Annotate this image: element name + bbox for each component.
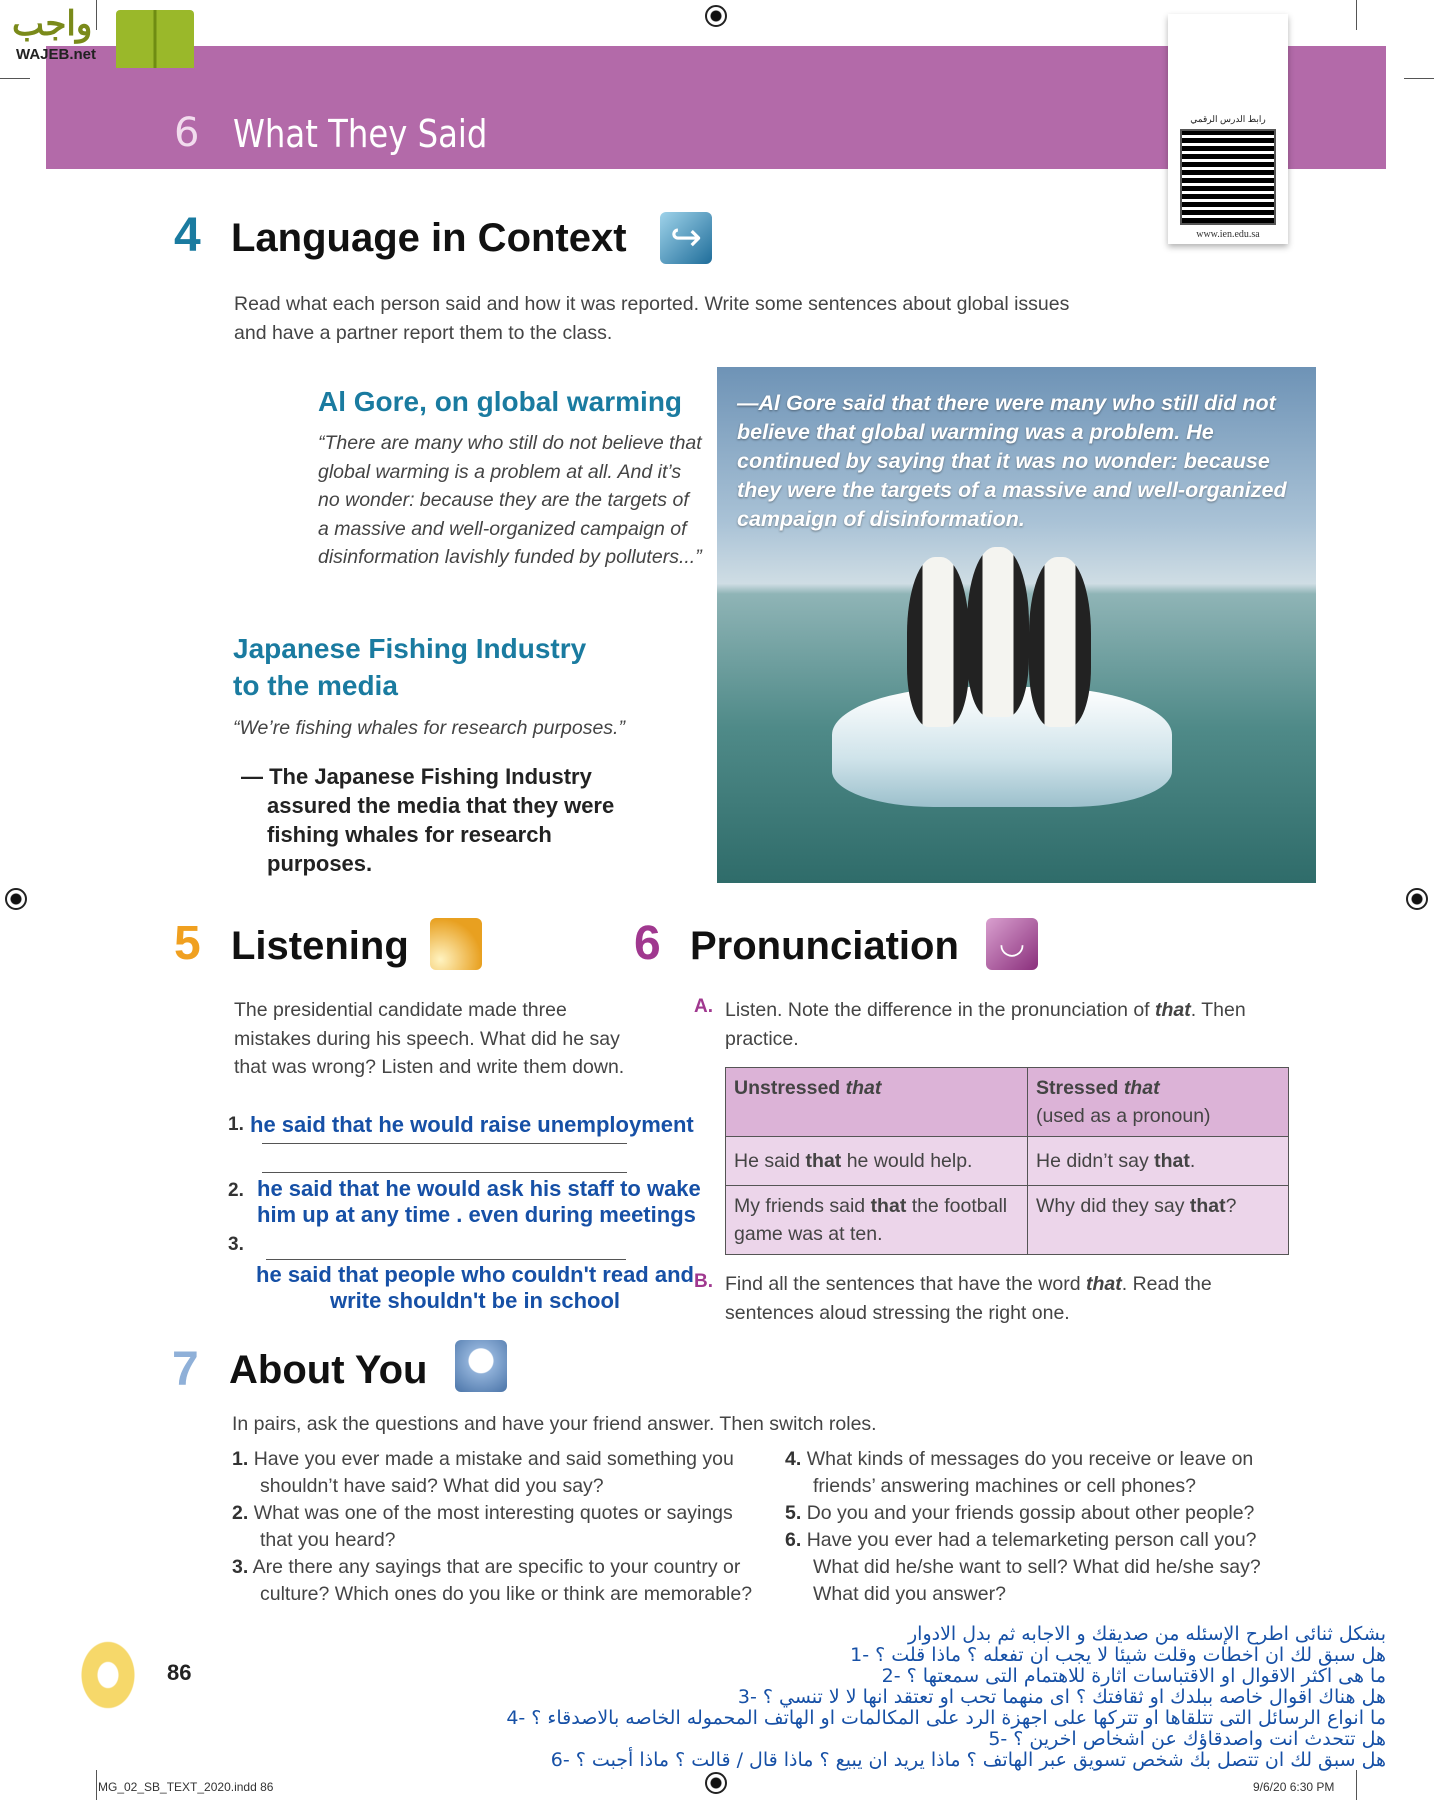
section-7-number: 7 — [172, 1343, 199, 1396]
unit-number: 6 — [174, 110, 200, 156]
question-4 — [785, 1446, 1305, 1500]
registration-mark-icon — [705, 5, 727, 27]
cell-text: the football game was at ten. — [734, 1195, 1008, 1245]
person-icon — [455, 1340, 507, 1392]
page-number: 86 — [167, 1660, 192, 1685]
question-3 — [232, 1554, 762, 1608]
question-number: 1. — [232, 1448, 249, 1470]
question-text: Have you ever had a telemarketing person call you? What did he/she want to sell? What did he/she say? What did you answer? — [806, 1529, 1261, 1605]
cell-text: Why did they say — [1036, 1195, 1190, 1217]
penguin — [967, 547, 1029, 717]
trim-mark — [96, 1770, 97, 1800]
cell-that: that — [870, 1195, 907, 1217]
table-header-row — [726, 1068, 1289, 1137]
part-a-text-2: . Then practice. — [725, 999, 1246, 1050]
japan-report: — The Japanese Fishing Industry assured the media that they were fishing whales for research purposes. — [241, 764, 615, 876]
book-icon — [116, 10, 194, 68]
answer-3-number: 3. — [228, 1234, 244, 1255]
trim-mark — [1404, 78, 1434, 79]
cell-text: My friends said — [734, 1195, 871, 1217]
table-row — [726, 1137, 1289, 1186]
japan-quote: “We’re fishing whales for research purposes.” — [233, 717, 625, 739]
qr-label: رابط الدرس الرقمي — [1190, 114, 1266, 124]
part-b-text-1: Find all the sentences that have the word — [725, 1273, 1086, 1295]
question-number: 2. — [232, 1502, 249, 1524]
section-5-title: Listening — [231, 924, 409, 968]
section-5-number: 5 — [174, 917, 201, 970]
cell-text: ? — [1225, 1195, 1237, 1217]
lips-icon[interactable]: ◡ — [986, 918, 1038, 970]
penguin — [907, 557, 969, 727]
question-6 — [785, 1527, 1305, 1608]
cell-text: he would help. — [841, 1150, 973, 1172]
answer-1-number: 1. — [228, 1114, 244, 1135]
qr-url[interactable]: www.ien.edu.sa — [1196, 229, 1260, 240]
trim-mark — [1356, 1770, 1357, 1800]
part-b-emphasis: that — [1085, 1273, 1122, 1295]
gore-heading: Al Gore, on global warming — [318, 386, 683, 417]
qr-code-icon[interactable] — [1180, 129, 1276, 225]
arabic-line: هل هناك اقوال خاصه ببلدك او ثقافتك ؟ اى منهما تحب او تعتقد انها لا لا تنسي ؟ -3 — [737, 1686, 1386, 1708]
header-text: Stressed — [1036, 1077, 1124, 1099]
table-cell — [1028, 1186, 1289, 1255]
answer-2-number: 2. — [228, 1180, 244, 1201]
listening-text: The presidential candidate made three mistakes during his speech. What did he say that was wrong? Listen and write them down. — [234, 999, 625, 1078]
wajeb-logo[interactable] — [8, 4, 193, 66]
qr-card[interactable] — [1168, 14, 1288, 244]
footer-date: 9/6/20 6:30 PM — [1253, 1780, 1335, 1794]
gore-report: —Al Gore said that there were many who still did not believe that global warming was a problem. He continued by saying that it was no wonder: because they were the targets of a massive and well-organized campaign of disinformation. — [737, 391, 1287, 531]
japan-heading-line1: Japanese Fishing Industry — [233, 633, 587, 664]
questions-left — [232, 1446, 762, 1608]
audio-icon[interactable] — [430, 918, 482, 970]
question-text: Do you and your friends gossip about other people? — [806, 1502, 1255, 1524]
part-a-text-1: Listen. Note the difference in the pronunciation of — [725, 999, 1156, 1021]
gore-quote: “There are many who still do not believe that global warming is a problem at all. And it’s no wonder: because they are the targets of a massive and well-organized campaign of disinformation lavishly funded by polluters...” — [318, 432, 702, 568]
answer-2[interactable]: he said that he would ask his staff to wake him up at any time . even during meetings — [257, 1176, 701, 1227]
arabic-notes — [440, 1624, 1386, 1771]
penguin — [1029, 557, 1091, 727]
question-number: 6. — [785, 1529, 802, 1551]
question-text: What kinds of messages do you receive or leave on friends’ answering machines or cell phones? — [806, 1448, 1254, 1497]
penguins-photo — [717, 367, 1316, 883]
header-stressed — [1028, 1068, 1289, 1137]
question-text: Have you ever made a mistake and said something you shouldn’t have said? What did you say? — [253, 1448, 734, 1497]
question-1 — [232, 1446, 762, 1500]
cell-that: that — [1154, 1150, 1190, 1172]
logo-arabic: واجب — [12, 5, 93, 43]
arabic-line: هل سبق لك ان تتصل بك شخص تسويق عبر الهاتف ؟ ماذا يريد ان يبيع ؟ ماذا قال / قالت ؟ ماذا أجبت ؟ -6 — [550, 1749, 1386, 1771]
table-cell — [1028, 1137, 1289, 1186]
header-that: that — [845, 1077, 882, 1099]
section-4-number: 4 — [174, 209, 201, 262]
answer-line — [262, 1172, 627, 1173]
question-5 — [785, 1500, 1305, 1527]
questions-right — [785, 1446, 1305, 1608]
section-6-number: 6 — [634, 917, 661, 970]
cell-that: that — [805, 1150, 842, 1172]
section-7-intro: In pairs, ask the questions and have your friend answer. Then switch roles. — [232, 1413, 877, 1435]
arabic-line: ما هى اكثر الاقوال او الاقتباسات اثارة للاهتمام التى سمعتها ؟ -2 — [881, 1665, 1386, 1687]
question-text: Are there any sayings that are specific to your country or culture? Which ones do you like or think are memorable? — [252, 1556, 753, 1605]
japan-heading-line2: to the media — [233, 670, 398, 701]
part-a-emphasis: that — [1155, 999, 1191, 1021]
registration-mark-icon — [705, 1772, 727, 1794]
part-a-label: A. — [694, 996, 713, 1017]
question-number: 5. — [785, 1502, 802, 1524]
cell-text: . — [1189, 1150, 1196, 1172]
part-b-text — [725, 1270, 1275, 1327]
answer-1[interactable]: he said that he would raise unemployment — [250, 1112, 694, 1137]
arabic-line: ما انواع الرسائل التى تتلقاها او تتركها على اجهزة الرد على المكالمات او الهاتف المحموله الخاصه بالاصدقاء ؟ -4 — [506, 1707, 1386, 1729]
pronunciation-table — [725, 1067, 1289, 1255]
question-number: 4. — [785, 1448, 802, 1470]
header-that: that — [1123, 1077, 1160, 1099]
header-sub: (used as a pronoun) — [1036, 1105, 1211, 1127]
trim-mark — [1356, 0, 1357, 30]
section-4-title: Language in Context — [231, 216, 627, 260]
question-2 — [232, 1500, 762, 1554]
table-cell — [726, 1137, 1028, 1186]
logo-latin: WAJEB.net — [16, 46, 97, 63]
section-7-title: About You — [229, 1348, 428, 1392]
registration-mark-icon — [5, 888, 27, 910]
part-a-text — [725, 996, 1265, 1053]
answer-line — [262, 1143, 627, 1144]
section-4-intro: Read what each person said and how it was reported. Write some sentences about global issues and have a partner report them to the class. — [234, 293, 1070, 344]
header-unstressed — [726, 1068, 1028, 1137]
table-cell — [726, 1186, 1028, 1255]
answer-3[interactable]: he said that people who couldn't read and write shouldn't be in school — [256, 1262, 694, 1313]
cell-that: that — [1189, 1195, 1226, 1217]
footer-file: MG_02_SB_TEXT_2020.indd 86 — [98, 1780, 274, 1794]
trim-mark — [0, 78, 30, 79]
answer-line — [266, 1259, 626, 1260]
unit-title: What They Said — [233, 112, 488, 156]
arabic-line: هل سبق لك ان اخطات وقلت شيئا لا يجب ان تفعله ؟ ماذا قلت ؟ -1 — [850, 1644, 1386, 1666]
table-row — [726, 1186, 1289, 1255]
registration-mark-icon — [1406, 888, 1428, 910]
section-6-title: Pronunciation — [690, 924, 959, 968]
page-decoration-icon — [80, 1640, 136, 1710]
arrow-icon: ↪ — [660, 212, 712, 264]
arabic-line: بشكل ثنائى اطرح الإسئله من صديقك و الاجابه ثم بدل الادوار — [907, 1623, 1386, 1645]
question-number: 3. — [232, 1556, 249, 1578]
header-text: Unstressed — [734, 1077, 846, 1099]
part-b-label: B. — [694, 1271, 713, 1292]
cell-text: He said — [734, 1150, 806, 1172]
part-b-text-2: . Read the sentences aloud stressing the right one. — [725, 1273, 1212, 1324]
arabic-line: هل تتحدث انت واصدقاؤك عن اشخاص اخرين ؟ -5 — [988, 1728, 1386, 1750]
cell-text: He didn’t say — [1036, 1150, 1155, 1172]
question-text: What was one of the most interesting quotes or sayings that you heard? — [253, 1502, 733, 1551]
